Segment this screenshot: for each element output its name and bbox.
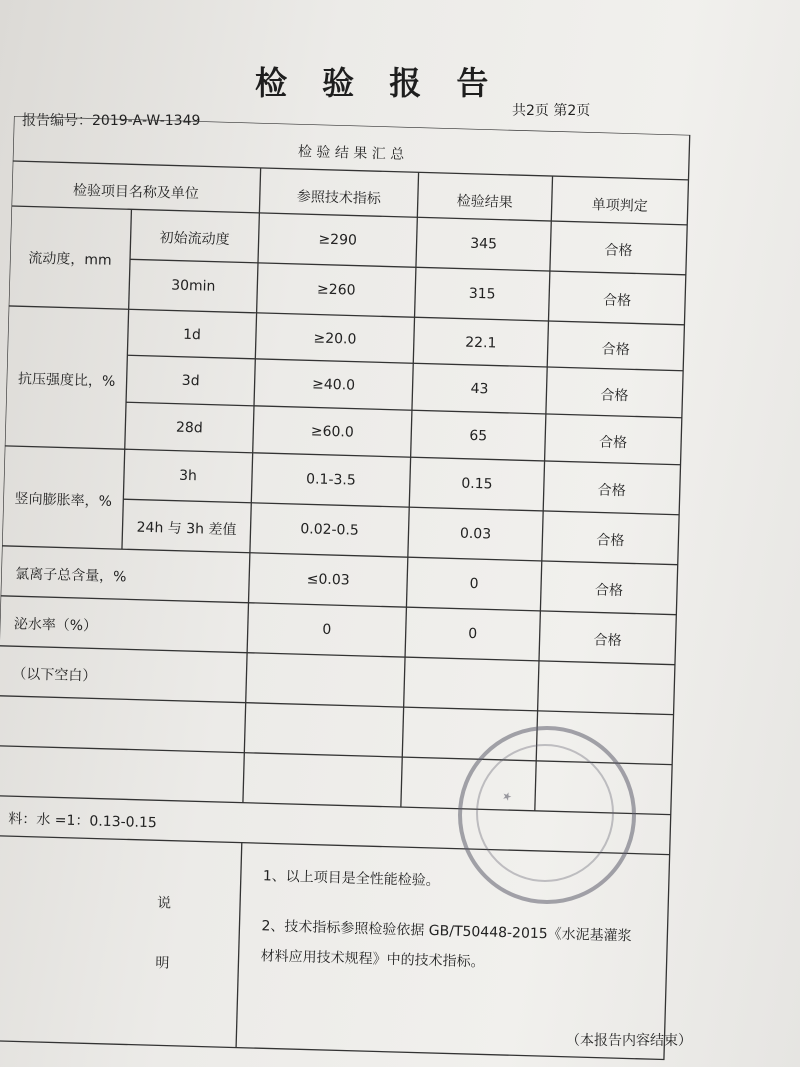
results-table [0,116,744,1067]
row-label: 30min [170,277,216,295]
column-header-item: 检验项目名称及单位 [72,182,200,203]
reference-value: 0.02-0.5 [300,521,360,539]
blank-below-note: （以下空白） [12,666,97,685]
reference-value: ≤0.03 [306,571,350,589]
reference-value: ≥60.0 [310,423,354,441]
note-line: 1、以上项目是全性能检验。 [262,868,440,890]
verdict-value: 合格 [601,341,630,359]
result-value: 0.03 [459,525,492,543]
report-number: 报告编号：2019-A-W-1349 [22,113,201,129]
notes-label: 明 [155,955,170,972]
result-value: 22.1 [465,334,497,352]
note-line: 材料应用技术规程》中的技术指标。 [260,948,485,971]
seal-inner-ring [476,744,614,882]
reference-value: ≥260 [316,281,356,299]
row-label-chloride: 氯离子总含量，% [14,566,127,586]
column-header-result: 检验结果 [456,193,513,211]
row-label-bleeding: 泌水率（%） [13,616,98,635]
result-value: 0.15 [461,475,493,493]
official-seal-stamp [458,726,636,904]
summary-header: 检 验 结 果 汇 总 [297,143,405,163]
column-header-verdict: 单项判定 [591,197,648,215]
group-label-flow: 流动度，mm [28,250,112,269]
verdict-value: 合格 [600,387,629,405]
verdict-value: 合格 [597,482,626,500]
end-of-report-note: （本报告内容结束） [566,1033,692,1049]
group-label-expansion: 竖向膨胀率，% [14,491,113,510]
verdict-value: 合格 [594,582,624,600]
notes-label: 说 [156,895,172,912]
seal-star-icon: ★ [498,788,516,805]
row-label: 3d [181,372,200,390]
row-label: 28d [175,419,203,437]
column-header-reference: 参照技术指标 [296,188,382,208]
verdict-value: 合格 [596,532,625,550]
verdict-value: 合格 [602,292,632,310]
verdict-value: 合格 [598,434,628,452]
verdict-value: 合格 [593,632,622,650]
verdict-value: 合格 [604,242,633,260]
row-label: 1d [182,326,202,344]
result-value: 43 [470,380,489,398]
note-line: 2、技术指标参照检验依据 GB/T50448-2015《水泥基灌浆 [261,918,632,945]
ratio-row: 料：水 =1：0.13-0.15 [8,811,158,832]
result-value: 0 [468,625,478,643]
result-value: 0 [469,575,479,593]
page-indicator: 共2页 第2页 [512,103,591,119]
row-label: 初始流动度 [159,230,230,249]
reference-value: ≥20.0 [313,330,357,348]
row-label: 3h [178,467,198,485]
reference-value: 0 [322,621,332,639]
group-label-strength: 抗压强度比，% [17,371,116,390]
result-value: 65 [469,427,488,445]
reference-value: ≥40.0 [311,376,356,394]
row-label: 24h 与 3h 差值 [136,519,237,539]
reference-value: 0.1-3.5 [305,471,356,489]
reference-value: ≥290 [318,231,358,249]
result-value: 315 [468,285,496,303]
result-value: 345 [470,235,498,253]
report-title: 检 验 报 告 [255,64,501,102]
